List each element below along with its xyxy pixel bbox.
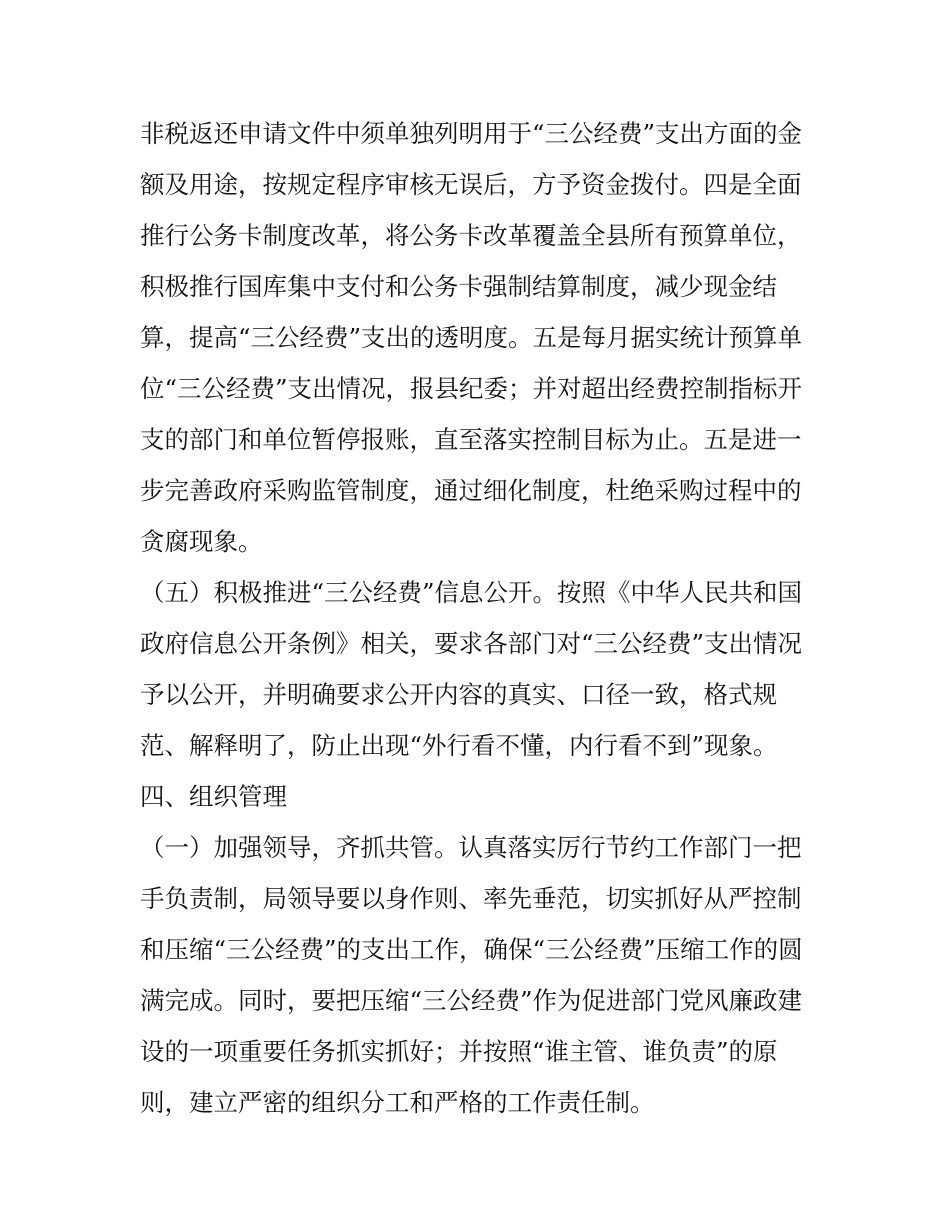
text-line: 积极推行国库集中支付和公务卡强制结算制度，减少现金结 [140,272,777,301]
text-line: 设的一项重要任务抓实抓好；并按照“谁主管、谁负责”的原 [140,1037,778,1066]
text-line: 非税返还申请文件中须单独列明用于“三公经费”支出方面的金 [140,119,803,148]
text-line: 额及用途，按规定程序审核无误后，方予资金拨付。四是全面 [140,170,802,199]
section-heading-line: （五）积极推进“三公经费”信息公开。按照《中华人民共和国 [140,578,803,607]
text-line: 则，建立严密的组织分工和严格的工作责任制。 [140,1088,655,1117]
text-line: 手负责制，局领导要以身作则、率先垂范，切实抓好从严控制 [140,884,802,913]
text-line: 满完成。同时，要把压缩“三公经费”作为促进部门党风廉政建 [140,986,803,1015]
section-heading-line: （一）加强领导，齐抓共管。认真落实厉行节约工作部门一把 [140,833,802,862]
text-line: 范、解释明了，防止出现“外行看不懂，内行看不到”现象。 [140,731,778,760]
text-line: 予以公开，并明确要求公开内容的真实、口径一致，格式规 [140,680,777,709]
text-line: 步完善政府采购监管制度，通过细化制度，杜绝采购过程中的 [140,476,802,505]
text-line: 支的部门和单位暂停报账，直至落实控制目标为止。五是进一 [140,425,802,454]
text-line: 和压缩“三公经费”的支出工作，确保“三公经费”压缩工作的圆 [140,935,803,964]
chapter-heading: 四、组织管理 [140,782,287,811]
text-line: 推行公务卡制度改革，将公务卡改革覆盖全县所有预算单位， [140,221,802,250]
text-line: 位“三公经费”支出情况，报县纪委；并对超出经费控制指标开 [140,374,803,403]
body-text [140,108,840,1128]
text-line: 政府信息公开条例》相关，要求各部门对“三公经费”支出情况 [140,629,803,658]
text-line: 算，提高“三公经费”支出的透明度。五是每月据实统计预算单 [140,323,803,352]
text-line: 贪腐现象。 [140,527,263,556]
